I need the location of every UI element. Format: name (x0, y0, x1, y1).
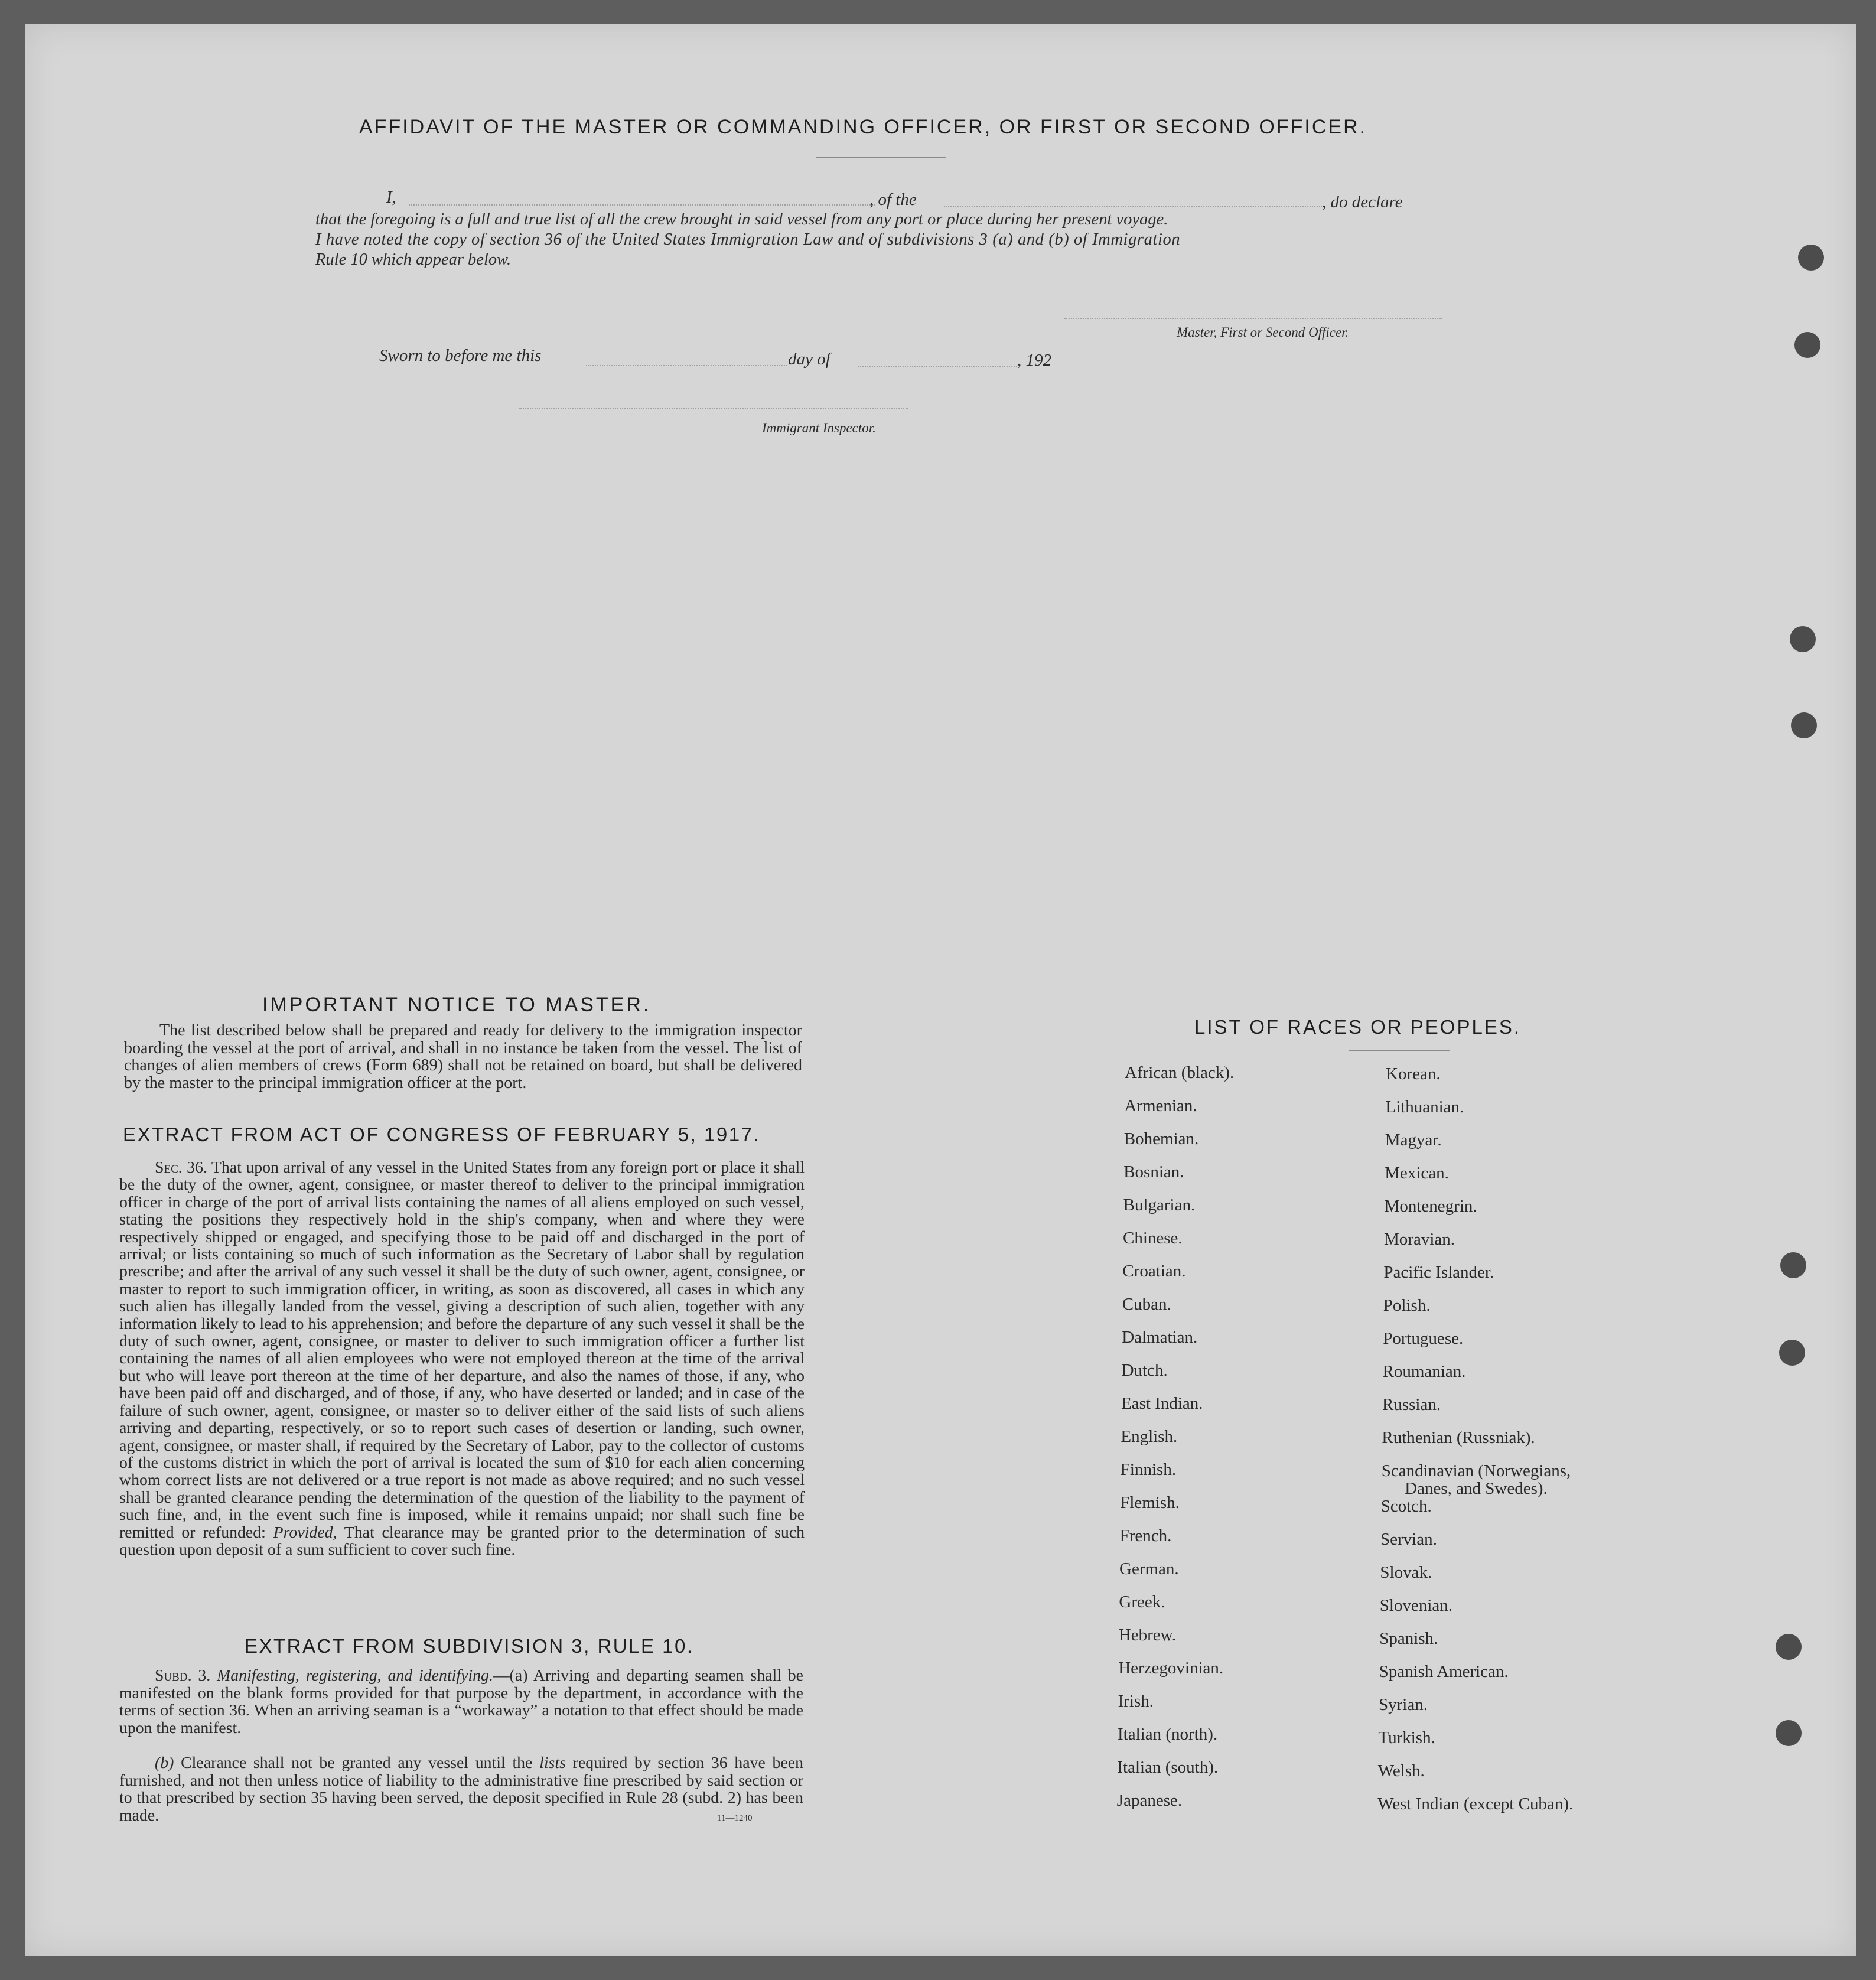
race-item: Slovenian. (1379, 1596, 1453, 1615)
rule-para-a-prefix: —(a) (493, 1666, 528, 1685)
inspector-caption: Immigrant Inspector. (762, 421, 876, 435)
race-item: Bulgarian. (1123, 1196, 1196, 1214)
race-item: Danes, and Swedes). (1405, 1479, 1548, 1498)
race-item: East Indian. (1121, 1394, 1203, 1413)
act-body-text: That upon arrival of any vessel in the United States from any foreign port or place it shall be the duty of the owner, agent, consignee, or master thereof to deliver to the principal immigration officer in charge of the port of arrival lists containing the names of all aliens employed on such vessel, stating the positions they respectively hold in the ship's company, when and where they were respectively shipped or engaged, and specifying those to be paid off and discharged in the port of arrival; or lists containing so much of such information as the Secretary of Labor shall by regulation prescribe; and after the arrival of any such vessel it shall be the duty of such owner, agent, consignee, or master to report to such immigration officer, in writing, as soon as discovered, all cases in which any such alien has illegally landed from the vessel, giving a description of such alien, together with any information likely to lead to his apprehension; and before the departure of any such vessel it shall be the duty of such owner, agent, consignee, or master to deliver to such immigration officer a further list containing the names of all alien employees who were not employed thereon at the time of the arrival but who will leave port thereon at the time of her departure, and also the names of those, if any, who have been paid off and discharged, and of those, if any, who have deserted or landed; and in case of the failure of such owner, agent, consignee, or master so to deliver either of the said lists of such aliens arriving and departing, respectively, or so to report such cases of desertion or landing, such owner, agent, consignee, or master shall, if required by the Secretary of Labor, pay to the collector of customs of the customs district in which the port of arrival is located the sum of $10 for each alien concerning whom correct lists are not delivered or a true report is not made as above required; and no such vessel shall be granted clearance pending the determination of the question of the liability to the payment of such fine, and, in the event such fine is imposed, while it remains unpaid; nor shall such fine be remitted or refunded: (119, 1158, 805, 1542)
race-item: Flemish. (1120, 1493, 1180, 1512)
race-item: Finnish. (1120, 1460, 1177, 1479)
race-item: African (black). (1125, 1063, 1235, 1082)
rule-subd-heading: Manifesting, registering, and identifying. (217, 1666, 493, 1685)
race-item: Armenian. (1124, 1096, 1197, 1115)
race-item: Scotch. (1380, 1497, 1432, 1516)
race-item: Polish. (1383, 1296, 1431, 1315)
i-label: I, (386, 188, 396, 207)
race-item: Bohemian. (1123, 1129, 1199, 1148)
rule-subd-label: Subd. 3. (155, 1666, 211, 1685)
race-item: Mexican. (1385, 1164, 1449, 1183)
race-item: Irish. (1118, 1692, 1154, 1711)
binder-hole (1779, 1340, 1805, 1366)
race-item: Montenegrin. (1384, 1197, 1477, 1216)
race-item: Japanese. (1116, 1791, 1183, 1810)
notice-body: The list described below shall be prepared and ready for delivery to the immigration inspector boarding the vessel at the port of arrival, and shall in no instance be taken from the vessel. The list of changes of alien members of crews (Form 689) shall not be retained on board, but shall be delivered by the master to the principal immigration officer at the port. (124, 1021, 802, 1092)
race-item: Italian (south). (1117, 1758, 1219, 1777)
race-item: Dutch. (1121, 1361, 1168, 1380)
declaration-line-3: Rule 10 which appear below. (315, 250, 512, 269)
declaration-line-2: I have noted the copy of section 36 of the United States Immigration Law and of subdivisions 3 (a) and (b) of Immigration (315, 230, 1181, 249)
race-item: Chinese. (1123, 1229, 1183, 1248)
rule-para-b-text-2: required by section 36 have been furnished, and not then unless notice of liability to the administrative fine prescribed by said section or to that prescribed by section 35 having been served, the deposit specified in Rule 28 (subd. 2) has been made. (119, 1754, 803, 1825)
sworn-label: Sworn to before me this (379, 346, 542, 365)
race-item: Ruthenian (Russniak). (1382, 1428, 1535, 1447)
year-label: , 192 (1017, 351, 1051, 370)
act-body-end: That clearance may be granted prior to the determination of such question upon deposit of a sum sufficient to cover such fine. (119, 1523, 805, 1559)
act-body (119, 1159, 805, 1558)
day-of-label: day of (788, 350, 830, 369)
binder-hole (1798, 245, 1824, 271)
race-item: Italian (north). (1118, 1725, 1218, 1744)
rule-para-b-prefix: (b) (155, 1754, 174, 1772)
race-item: Welsh. (1377, 1761, 1425, 1780)
race-item: Pacific Islander. (1383, 1263, 1494, 1282)
binder-hole (1776, 1634, 1802, 1660)
rule-para-a (119, 1667, 803, 1737)
declaration-line-1: that the foregoing is a full and true list of all the crew brought in said vessel from any port or place during her present voyage. (315, 210, 1168, 229)
race-item: Portuguese. (1383, 1329, 1464, 1348)
race-item: Turkish. (1378, 1728, 1435, 1747)
rule-para-b-lists: lists (539, 1754, 566, 1772)
act-section-label: Sec. 36. (155, 1158, 207, 1177)
act-title: EXTRACT FROM ACT OF CONGRESS OF FEBRUARY 5, 1917. (123, 1123, 761, 1145)
race-item: Cuban. (1122, 1295, 1171, 1314)
do-declare-label: , do declare (1322, 193, 1403, 211)
binder-hole (1791, 712, 1817, 738)
binder-hole (1780, 1252, 1806, 1278)
race-item: Bosnian. (1123, 1162, 1184, 1181)
race-item: Hebrew. (1118, 1626, 1176, 1644)
race-item: West Indian (except Cuban). (1377, 1795, 1574, 1813)
vessel-field-line (944, 206, 1322, 207)
sworn-month-line (858, 366, 1017, 367)
race-item: Korean. (1386, 1064, 1441, 1083)
race-item: English. (1121, 1427, 1178, 1446)
race-item: Magyar. (1385, 1131, 1442, 1149)
race-item: Greek. (1119, 1593, 1165, 1611)
binder-hole (1794, 332, 1820, 358)
race-item: Spanish American. (1379, 1662, 1509, 1681)
sworn-day-line (586, 365, 787, 366)
act-provided: Provided, (273, 1523, 337, 1542)
races-title-divider (1349, 1050, 1450, 1051)
rule-para-b-text-1: Clearance shall not be granted any vessel until the (181, 1754, 533, 1772)
of-the-label: , of the (869, 190, 917, 209)
race-item: Lithuanian. (1385, 1098, 1464, 1116)
notice-title: IMPORTANT NOTICE TO MASTER. (262, 994, 652, 1016)
races-title: LIST OF RACES OR PEOPLES. (1194, 1016, 1522, 1038)
title-divider (816, 157, 946, 158)
inspector-signature-line (519, 408, 908, 409)
rule-para-b (119, 1754, 803, 1824)
race-item: Russian. (1382, 1395, 1441, 1414)
form-number: 11—1240 (717, 1813, 753, 1823)
affidavit-title: AFFIDAVIT OF THE MASTER OR COMMANDING OFFICER, OR FIRST OR SECOND OFFICER. (359, 116, 1367, 138)
binder-hole (1790, 626, 1816, 652)
signature-caption: Master, First or Second Officer. (1177, 325, 1349, 340)
rule-para-a-text: Arriving and departing seamen shall be manifested on the blank forms provided for that purpose by the department, in accordance with the terms of section 36. When an arriving seaman is a “workaway” a notation to that effect should be made upon the manifest. (119, 1666, 804, 1737)
race-item: Syrian. (1379, 1695, 1428, 1714)
race-item: Servian. (1380, 1530, 1437, 1549)
race-item: Herzegovinian. (1118, 1659, 1224, 1678)
race-item: Croatian. (1122, 1262, 1186, 1281)
form-page (25, 24, 1856, 1956)
rule-title: EXTRACT FROM SUBDIVISION 3, RULE 10. (245, 1635, 694, 1657)
race-item: Scandinavian (Norwegians, (1381, 1461, 1571, 1480)
signature-line (1064, 318, 1442, 319)
race-item: Moravian. (1384, 1230, 1455, 1249)
name-field-line (409, 204, 875, 206)
race-item: French. (1119, 1526, 1172, 1545)
race-item: German. (1119, 1559, 1179, 1578)
race-item: Dalmatian. (1122, 1328, 1198, 1347)
binder-hole (1776, 1720, 1802, 1746)
race-item: Spanish. (1379, 1629, 1438, 1648)
race-item: Slovak. (1380, 1563, 1432, 1582)
race-item: Roumanian. (1382, 1362, 1466, 1381)
